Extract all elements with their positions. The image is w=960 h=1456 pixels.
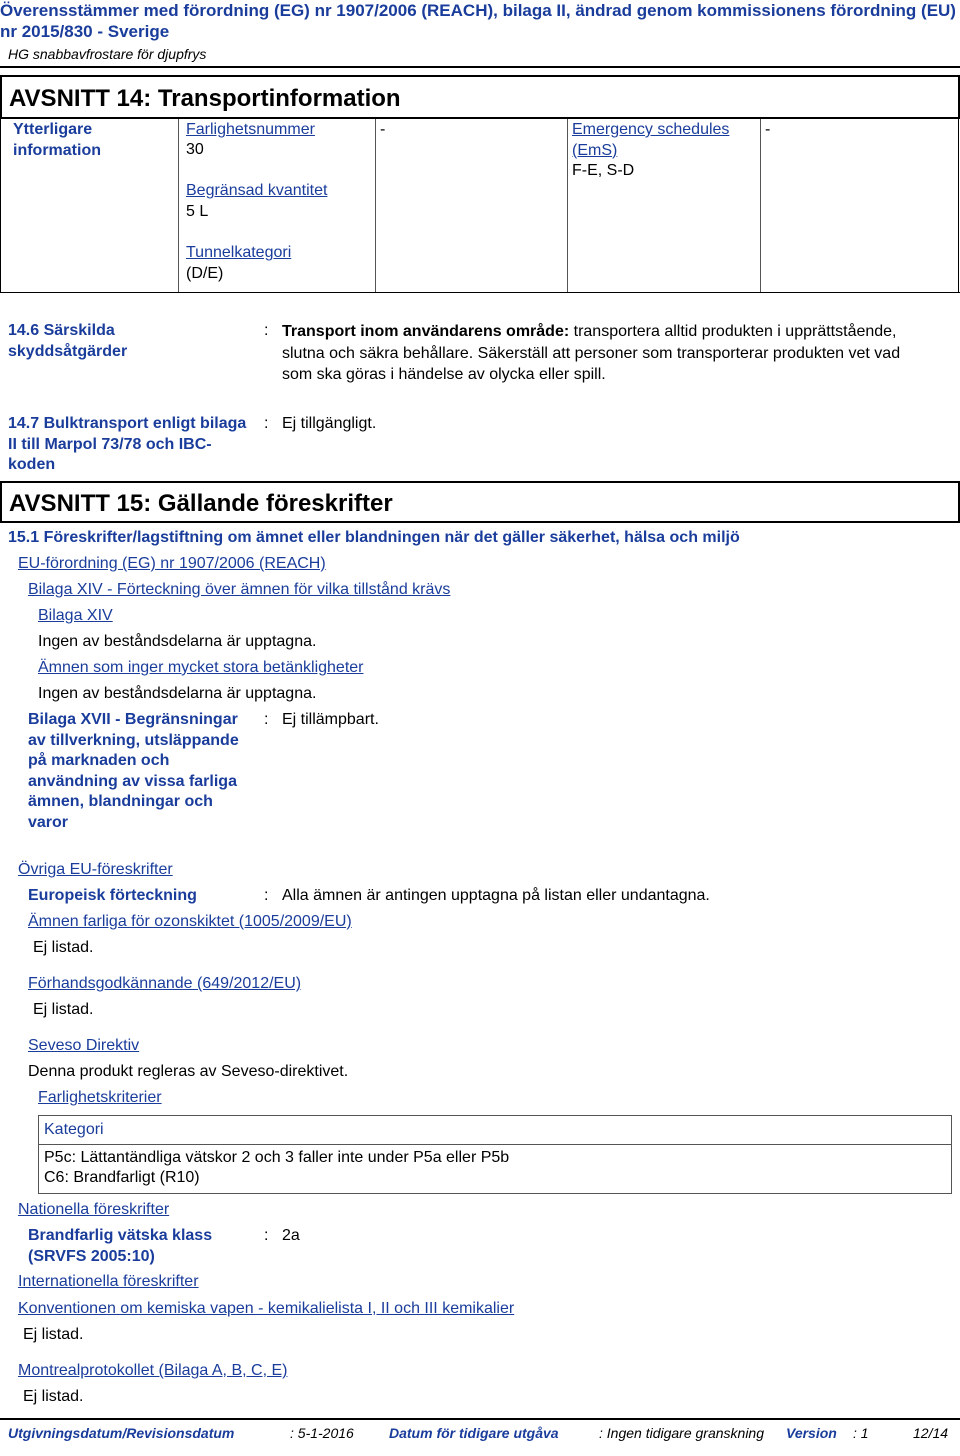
special-precautions-bold: Transport inom användarens område: — [282, 323, 570, 340]
special-precautions-text — [282, 321, 922, 386]
table-line — [567, 119, 568, 292]
header-divider — [0, 66, 960, 68]
ems-label: Emergency schedules (EmS) — [572, 121, 730, 159]
colon: : — [264, 887, 269, 904]
annex-xvii-label: Bilaga XVII - Begränsningar av tillverkning, utsläppande på marknaden och användning av vissa farliga ämnen, blandningar och varor — [28, 711, 239, 831]
special-precautions-body: transportera alltid produkten i upprättstående, slutna och säkra behållare. Säkerställ att personer som transporterar produkten vet vad som ska göras i händelse av olycka eller spill. — [282, 323, 901, 383]
category-line-1: P5c: Lättantändliga vätskor 2 och 3 faller inte under P5a eller P5b — [44, 1149, 510, 1166]
annex-xiv-value: Ingen av beståndsdelarna är upptagna. — [38, 633, 317, 650]
svhc-link[interactable]: Ämnen som inger mycket stora betänkligheter — [38, 659, 364, 676]
national-regulations-link[interactable]: Nationella föreskrifter — [18, 1201, 170, 1218]
previous-date-label: Datum för tidigare utgåva — [389, 1425, 559, 1441]
special-precautions-label: 14.6 Särskilda skyddsåtgärder — [8, 322, 128, 360]
category-header: Kategori — [44, 1121, 104, 1138]
table-line — [375, 119, 376, 292]
hazard-number-value: 30 — [186, 141, 204, 158]
table-line — [958, 119, 959, 292]
hazard-number-label: Farlighetsnummer — [186, 121, 315, 138]
seveso-link[interactable]: Seveso Direktiv — [28, 1037, 140, 1054]
flammable-class-value: 2a — [282, 1227, 300, 1244]
extra-info-label: Ytterligare information — [13, 121, 101, 159]
eu-inventory-label: Europeisk förteckning — [28, 887, 197, 904]
tunnel-category-label: Tunnelkategori — [186, 244, 292, 261]
section-14-heading-box — [0, 75, 960, 119]
flammable-class-label: Brandfarlig vätska klass (SRVFS 2005:10) — [28, 1227, 213, 1265]
tunnel-category-value: (D/E) — [186, 265, 224, 282]
annex-xiv-link[interactable]: Bilaga XIV — [38, 607, 113, 624]
issue-date-value: : 5-1-2016 — [290, 1425, 354, 1441]
chemical-weapons-value: Ej listad. — [23, 1326, 84, 1343]
version-label: Version — [786, 1425, 837, 1441]
category-body-cell — [38, 1144, 952, 1194]
previous-date-value: : Ingen tidigare granskning — [599, 1425, 764, 1441]
colon: : — [264, 1227, 269, 1244]
column-3-value: - — [380, 121, 386, 138]
ozone-value: Ej listad. — [33, 939, 94, 956]
hazard-criteria-link[interactable]: Farlighetskriterier — [38, 1089, 162, 1106]
bulk-transport-label: 14.7 Bulktransport enligt bilaga II till Marpol 73/78 och IBC-koden — [8, 415, 247, 473]
colon: : — [264, 322, 269, 339]
seveso-text: Denna produkt regleras av Seveso-direktivet. — [28, 1063, 349, 1080]
colon: : — [264, 415, 269, 432]
pic-value: Ej listad. — [33, 1001, 94, 1018]
section-15-heading-box — [0, 481, 960, 523]
ems-value: F-E, S-D — [572, 162, 635, 179]
category-line-2: C6: Brandfarligt (R10) — [44, 1169, 200, 1186]
montreal-protocol-link[interactable]: Montrealprotokollet (Bilaga A, B, C, E) — [18, 1362, 288, 1379]
product-name: HG snabbavfrostare för djupfrys — [8, 46, 207, 62]
reach-link[interactable]: EU-förordning (EG) nr 1907/2006 (REACH) — [18, 555, 326, 572]
table-line — [0, 292, 960, 293]
column-5-value: - — [765, 121, 771, 138]
regulations-heading: 15.1 Föreskrifter/lagstiftning om ämnet eller blandningen när det gäller säkerhet, hälsa och miljö — [8, 529, 740, 546]
montreal-protocol-value: Ej listad. — [23, 1388, 84, 1405]
table-line — [178, 119, 179, 292]
section-15-heading: AVSNITT 15: Gällande föreskrifter — [9, 490, 393, 517]
version-value: : 1 — [853, 1425, 869, 1441]
annex-xvii-value: Ej tillämpbart. — [282, 711, 379, 728]
other-eu-regulations-link[interactable]: Övriga EU-föreskrifter — [18, 861, 173, 878]
page-number: 12/14 — [913, 1425, 949, 1441]
chemical-weapons-link[interactable]: Konventionen om kemiska vapen - kemikalielista I, II och III kemikalier — [18, 1300, 515, 1317]
table-line — [760, 119, 761, 292]
table-line — [0, 119, 1, 292]
ozone-link[interactable]: Ämnen farliga för ozonskiktet (1005/2009/EU) — [28, 913, 352, 930]
footer-divider — [0, 1418, 960, 1420]
section-14-heading: AVSNITT 14: Transportinformation — [9, 85, 401, 112]
limited-quantity-label: Begränsad kvantitet — [186, 182, 328, 199]
eu-inventory-value: Alla ämnen är antingen upptagna på listan eller undantagna. — [282, 887, 710, 904]
annex-xiv-full-link[interactable]: Bilaga XIV - Förteckning över ämnen för vilka tillstånd krävs — [28, 581, 451, 598]
limited-quantity-value: 5 L — [186, 203, 209, 220]
svhc-value: Ingen av beståndsdelarna är upptagna. — [38, 685, 317, 702]
category-header-cell — [38, 1115, 952, 1145]
document-title: Överensstämmer med förordning (EG) nr 1907/2006 (REACH), bilaga II, ändrad genom kommissionens förordning (EU) nr 2015/830 - Sverige — [0, 1, 956, 41]
issue-date-label: Utgivningsdatum/Revisionsdatum — [8, 1425, 235, 1441]
international-regulations-link[interactable]: Internationella föreskrifter — [18, 1273, 199, 1290]
bulk-transport-value: Ej tillgängligt. — [282, 415, 377, 432]
colon: : — [264, 711, 269, 728]
pic-link[interactable]: Förhandsgodkännande (649/2012/EU) — [28, 975, 302, 992]
